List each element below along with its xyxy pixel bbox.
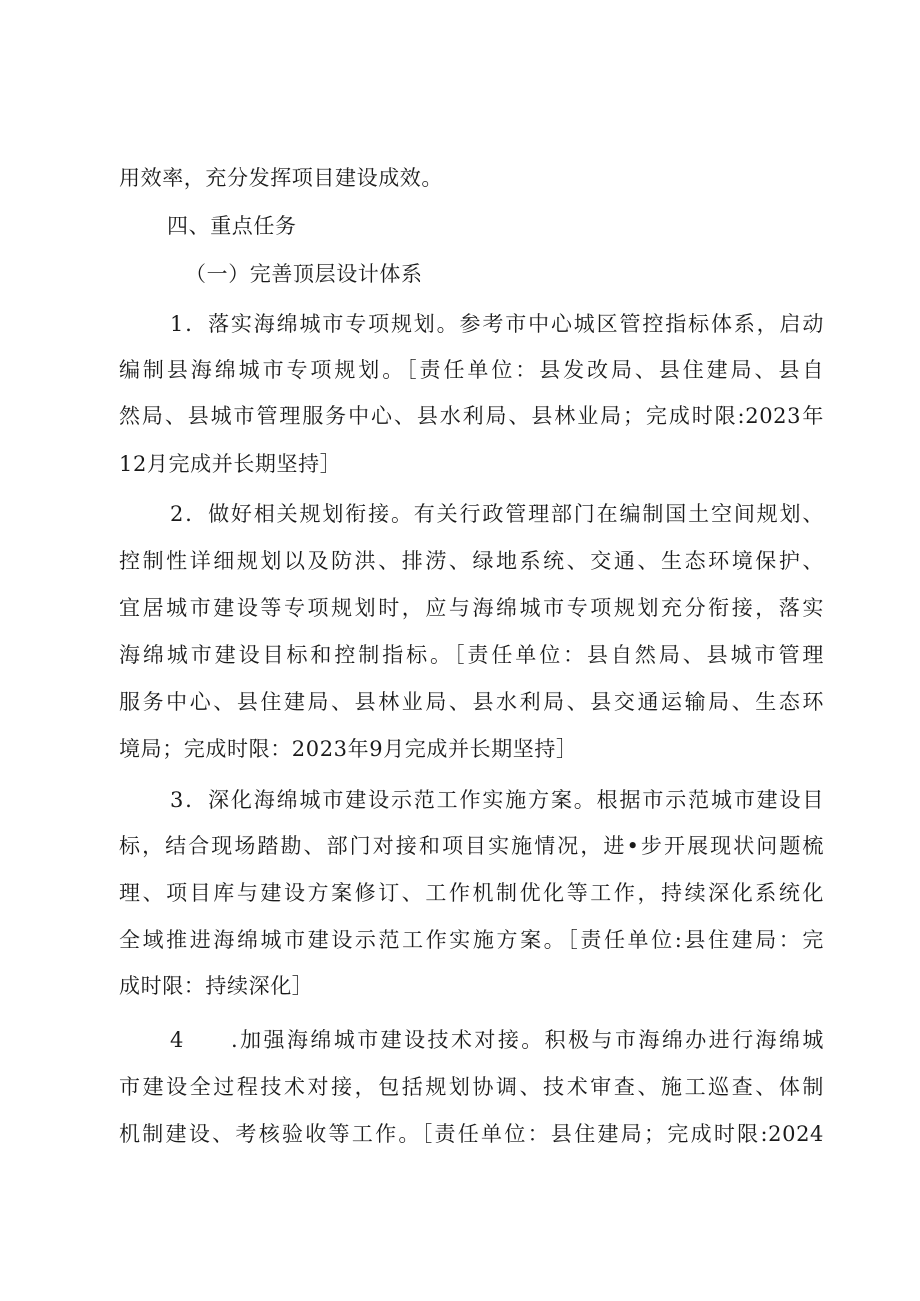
section-heading: 四、重点任务 [167, 214, 297, 238]
continuation-line: 用效率，充分发挥项目建设成效。 [119, 166, 443, 190]
item-1-line-1: 1．落实海绵城市专项规划。参考市中心城区管控指标体系，启动 [170, 312, 824, 336]
item-3-line-4: 全域推进海绵城市建设示范工作实施方案。［责任单位:县住建局：完 [119, 928, 824, 952]
item-1-line-4: 12月完成并长期坚持］ [119, 452, 342, 476]
item-4-number: 4 [170, 1028, 184, 1052]
item-2-line-6: 境局；完成时限：2023年9月完成并长期坚持］ [119, 737, 578, 761]
item-2-line-4: 海绵城市建设目标和控制指标。［责任单位：县自然局、县城市管理 [119, 643, 824, 667]
subsection-heading: （一）完善顶层设计体系 [185, 262, 423, 286]
item-4-line-2: 市建设全过程技术对接，包括规划协调、技术审查、施工巡查、体制 [119, 1075, 824, 1099]
item-1-line-2: 编制县海绵城市专项规划。［责任单位：县发改局、县住建局、县自 [119, 358, 824, 382]
item-2-line-1: 2．做好相关规划衔接。有关行政管理部门在编制国土空间规划、 [170, 502, 824, 526]
item-3-line-3: 理、项目库与建设方案修订、工作机制优化等工作，持续深化系统化 [119, 881, 824, 905]
item-2-line-5: 服务中心、县住建局、县林业局、县水利局、县交通运输局、生态环 [119, 690, 824, 714]
item-2-line-2: 控制性详细规划以及防洪、排涝、绿地系统、交通、生态环境保护、 [119, 549, 824, 573]
item-4-line-1: .加强海绵城市建设技术对接。积极与市海绵办进行海绵城 [231, 1028, 824, 1052]
item-4-line-3: 机制建设、考核验收等工作。［责任单位：县住建局；完成时限:2024 [119, 1122, 824, 1146]
item-3-line-1: 3．深化海绵城市建设示范工作实施方案。根据市示范城市建设目 [170, 788, 824, 812]
item-3-line-2: 标，结合现场踏勘、部门对接和项目实施情况，进•步开展现状问题梳 [119, 834, 824, 858]
item-1-line-3: 然局、县城市管理服务中心、县水利局、县林业局；完成时限:2023年 [119, 404, 824, 428]
item-3-line-5: 成时限：持续深化］ [119, 974, 314, 998]
item-2-line-3: 宜居城市建设等专项规划时，应与海绵城市专项规划充分衔接，落实 [119, 596, 824, 620]
